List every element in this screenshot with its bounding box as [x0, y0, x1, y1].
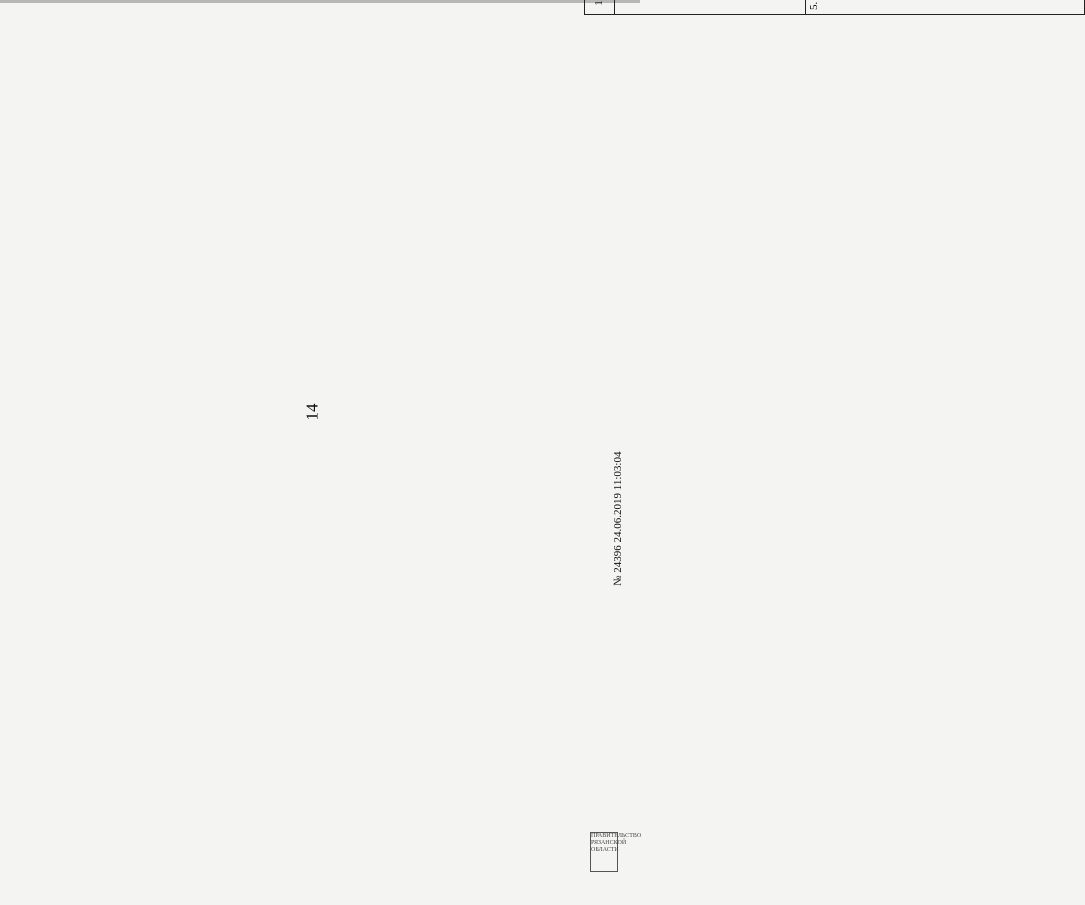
program-table — [584, 0, 1085, 15]
rotated-table-container — [584, 0, 1084, 15]
table-row — [615, 0, 708, 15]
table-row — [806, 0, 1085, 15]
table-cell — [615, 0, 806, 15]
row-number: 5. — [806, 0, 1085, 15]
document-footer: № 24396 24.06.2019 11:03:04 — [612, 451, 624, 586]
stamp-line: ПРАВИТЕЛЬСТВО — [591, 833, 642, 839]
stamp-line: ОБЛАСТИ — [591, 847, 619, 853]
scan-edge-line — [0, 0, 640, 3]
header-cell: 1 — [585, 0, 615, 15]
stamp-line: РЯЗАНСКОЙ — [591, 840, 627, 846]
stamp-seal — [590, 832, 642, 872]
page-number: 14 — [302, 403, 322, 421]
header-row — [585, 0, 615, 15]
